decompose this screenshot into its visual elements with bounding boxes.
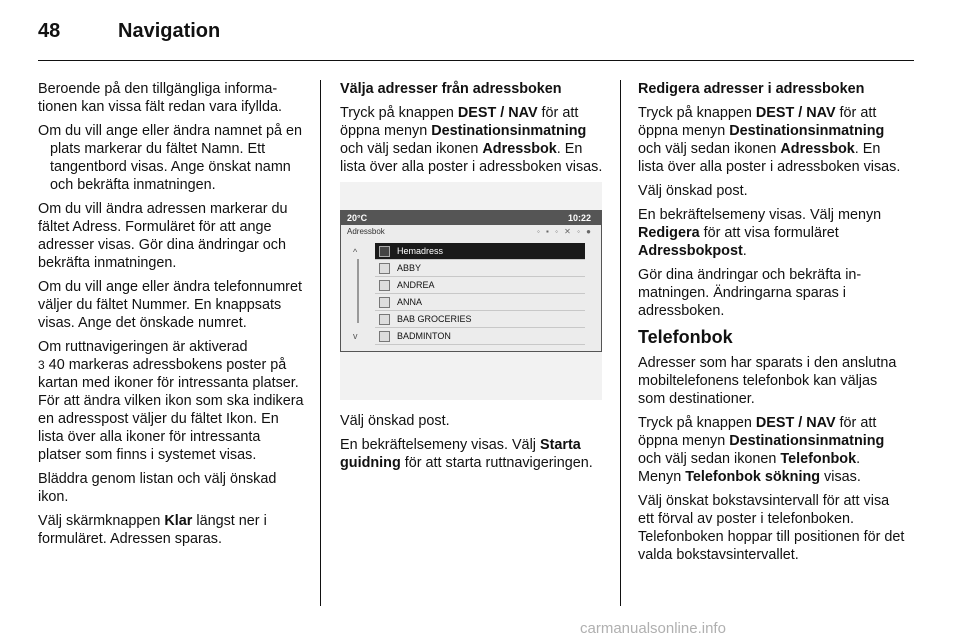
- screen-subheader: [341, 225, 601, 239]
- paragraph: Tryck på knappen DEST / NAV för att öppna menyn Destinationsinmatning och välj sedan ikonen Adressbok. En lista över alla poster i adressboken visas.: [340, 105, 603, 175]
- column-divider-1: [320, 80, 321, 606]
- paragraph: Om du vill ändra adressen markerar du fältet Adress. Formuläret för att ange adresser visas. Gör dina ändringar och bekräfta inmatningen.: [38, 201, 288, 271]
- page-number: 48: [38, 20, 61, 42]
- paragraph: Tryck på knappen DEST / NAV för att öppna menyn Destinationsinmatning och välj sedan ikonen Adressbok. En lista över alla poster i adressboken visas.: [638, 105, 901, 175]
- paragraph: Om du vill ange eller ändra namnet på en plats markerar du fältet Namn. Ett tangentbord visas. Ange önskat namn och bekräfta inmatningen.: [38, 123, 302, 193]
- section-heading: Välja adresser från adressboken: [340, 81, 562, 97]
- contact-icon: [379, 263, 390, 274]
- column-divider-2: [620, 80, 621, 606]
- clock: 10:22: [567, 213, 591, 223]
- scroll-track: [357, 259, 359, 323]
- scrollbar: [351, 243, 365, 341]
- paragraph: Om ruttnavigeringen är aktiverad 3 40 markeras adressbokens poster på kartan med ikoner för intressanta platser. För att ändra vilken ikon som ska indikera en adresspost väljer du fältet Ikon. En lista över alla ikoner för intressanta platser som finns i systemet visas.: [38, 339, 304, 463]
- list-item: BAB GROCERIES: [375, 311, 585, 328]
- paragraph: En bekräftelsemeny visas. Välj menyn Redigera för att visa formuläret Adressbokpost.: [638, 207, 882, 259]
- paragraph: Adresser som har sparats i den anslutna mobiltelefonens telefonbok kan väljas som destinationer.: [638, 355, 897, 407]
- section-heading-telefonbok: Telefonbok: [638, 327, 733, 347]
- address-list: [375, 243, 585, 345]
- column-3: [638, 80, 906, 570]
- paragraph: Välj skärmknappen Klar längst ner i formuläret. Adressen sparas.: [38, 513, 267, 547]
- infotainment-screen: [340, 210, 602, 352]
- paragraph: Beroende på den tillgängliga informationen kan vissa fält redan vara ifyllda.: [38, 81, 282, 115]
- temperature: 20°C: [347, 213, 368, 223]
- column-1: [38, 80, 306, 554]
- header-rule: [38, 60, 914, 61]
- paragraph: Välj önskad post.: [638, 183, 748, 199]
- screenshot-figure: [340, 182, 602, 400]
- page-title: Navigation: [118, 20, 221, 42]
- paragraph: Välj önskat bokstavsintervall för att visa ett förval av poster i telefonboken. Telefonboken hoppar till positionen för det valda bokstavsintervallet.: [638, 493, 905, 563]
- paragraph: Tryck på knappen DEST / NAV för att öppna menyn Destinationsinmatning och välj sedan ikonen Telefonbok. Menyn Telefonbok sökning visas.: [638, 415, 885, 485]
- scroll-down-icon: v: [353, 331, 358, 341]
- contact-icon: [379, 331, 390, 342]
- scroll-up-icon: ^: [353, 247, 358, 257]
- list-item: ANDREA: [375, 277, 585, 294]
- home-icon: [379, 246, 390, 257]
- section-heading: Redigera adresser i adressboken: [638, 81, 865, 97]
- contact-icon: [379, 297, 390, 308]
- contact-icon: [379, 280, 390, 291]
- list-item: ANNA: [375, 294, 585, 311]
- paragraph: Bläddra genom listan och välj önskad ikon.: [38, 471, 277, 505]
- paragraph: En bekräftelsemeny visas. Välj Starta guidning för att starta ruttnavigeringen.: [340, 437, 593, 471]
- paragraph: Om du vill ange eller ändra telefonnumret väljer du fältet Nummer. En knappsats visas. Ange det önskade numret.: [38, 279, 302, 331]
- shop-icon: [379, 314, 390, 325]
- column-2: [340, 80, 604, 478]
- list-item: BADMINTON: [375, 328, 585, 345]
- status-bar: [341, 211, 601, 225]
- watermark: carmanualsonline.info: [580, 620, 726, 637]
- screen-title: Adressbok: [347, 227, 385, 236]
- cross-reference-arrow-icon: 3: [38, 358, 45, 372]
- paragraph: Välj önskad post.: [340, 413, 450, 429]
- status-icons: ◦ ▪ ◦ ✕ ◦ ●: [537, 227, 593, 236]
- list-item: ABBY: [375, 260, 585, 277]
- list-item: Hemadress: [375, 243, 585, 260]
- paragraph: Gör dina ändringar och bekräfta inmatningen. Ändringarna sparas i adressboken.: [638, 267, 862, 319]
